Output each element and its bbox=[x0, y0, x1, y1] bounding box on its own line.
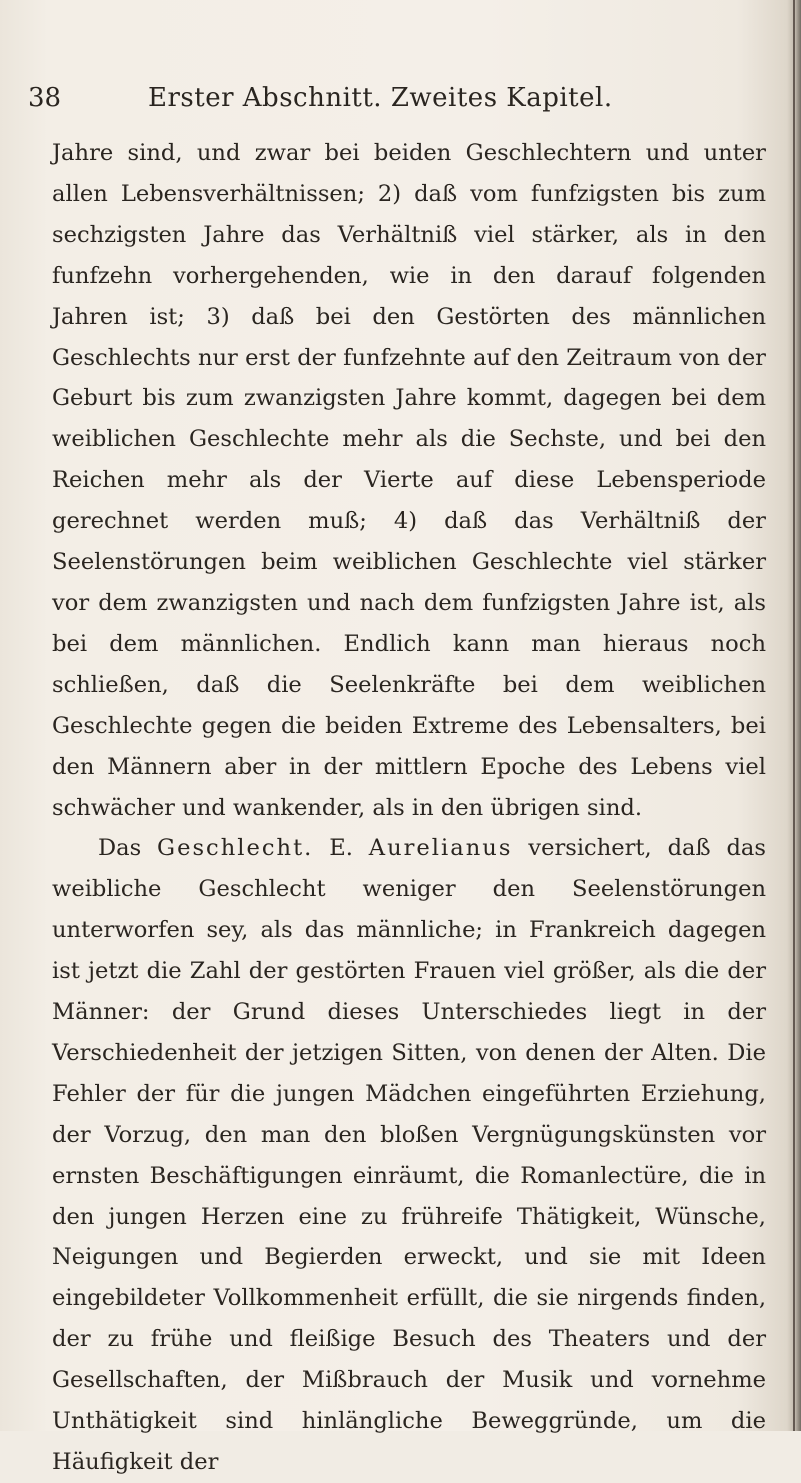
author-name: Aurelianus bbox=[368, 835, 513, 862]
page-edge-rule bbox=[793, 0, 795, 1431]
paragraph-continuation: Jahre sind, und zwar bei beiden Geschlechtern und unter allen Lebensverhältnissen; 2) daß vom funfzigsten bis zum sechzigsten Jahre das Verhältniß viel stärker, als in den funfzehn vorhergehenden, wie in den darauf folgenden Jahren ist; 3) daß bei den Gestörten des männlichen Geschlechts nur erst der funfzehnte auf den Zeitraum von der Geburt bis zum zwanzigsten Jahre kommt, dagegen bei dem weiblichen Geschlechte mehr als die Sechste, und bei den Reichen mehr als der Vierte auf diese Lebensperiode gerechnet werden muß; 4) daß das Verhältniß der Seelenstörungen beim weiblichen Geschlechte viel stärker vor dem zwanzigsten und nach dem funfzigsten Jahre ist, als bei dem männlichen. Endlich kann man hieraus noch schließen, daß die Seelenkräfte bei dem weiblichen Geschlechte gegen die beiden Extreme des Lebensalters, bei den Männern aber in der mittlern Epoche des Lebens viel schwächer und wankender, als in den übrigen sind. bbox=[52, 140, 766, 821]
page-number: 38 bbox=[28, 83, 62, 113]
page-header bbox=[28, 78, 768, 118]
running-head: Erster Abschnitt. Zweites Kapitel. bbox=[148, 83, 613, 113]
body-text bbox=[52, 133, 766, 1483]
author-initial: E. bbox=[313, 835, 369, 862]
section-keyword: Geschlecht. bbox=[157, 835, 314, 862]
paragraph-gender bbox=[52, 828, 766, 1483]
paragraph-body: versichert, daß das weibliche Geschlecht weniger den Seelenstörungen unterworfen sey, als das männliche; in Frankreich dagegen ist jetzt die Zahl der gestörten Frauen viel größer, als die der Männer: der Grund dieses Unterschiedes liegt in der Verschiedenheit der jetzigen Sitten, von denen der Alten. Die Fehler der für die jungen Mädchen eingeführten Erziehung, der Vorzug, den man den bloßen Vergnügungskünsten vor ernsten Beschäftigungen einräumt, die Romanlectüre, die in den jungen Herzen eine zu frühreife Thätigkeit, Wünsche, Neigungen und Begierden erweckt, und sie mit Ideen eingebildeter Vollkommenheit erfüllt, die sie nirgends finden, der zu frühe und fleißige Besuch des Theaters und der Gesellschaften, der Mißbrauch der Musik und vornehme Unthätigkeit sind hinlängliche Beweggründe, um die Häufigkeit der bbox=[52, 835, 766, 1475]
paragraph-lead: Das bbox=[98, 835, 158, 862]
